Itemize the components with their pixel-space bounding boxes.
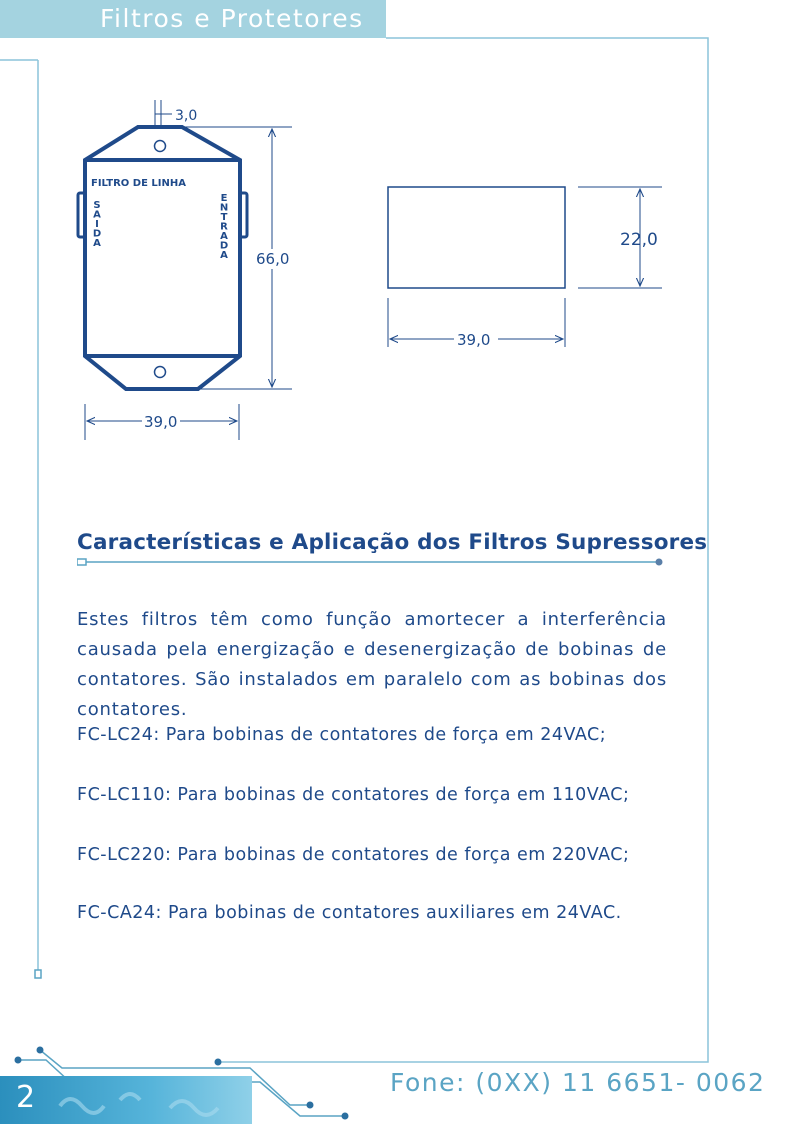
dimension-tab: 3,0 <box>175 108 198 124</box>
technical-drawing <box>0 0 794 470</box>
entrada-label: ENTRADA <box>218 193 230 260</box>
left-connector <box>78 193 85 237</box>
product-item: FC-LC24: Para bobinas de contatores de força em 24VAC; <box>77 725 607 745</box>
dimension-depth: 22,0 <box>620 230 658 250</box>
circuit-pattern <box>0 1076 252 1124</box>
footer-phone: Fone: (0XX) 11 6651- 0062 <box>390 1068 766 1097</box>
side-view-outline <box>388 187 565 288</box>
dimension-width-side: 39,0 <box>457 331 491 349</box>
product-item: FC-LC220: Para bobinas de contatores de força em 220VAC; <box>77 845 630 865</box>
page-title: Filtros e Protetores <box>100 4 364 33</box>
page-number-box <box>0 1076 252 1124</box>
product-item: FC-LC110: Para bobinas de contatores de força em 110VAC; <box>77 785 630 805</box>
filter-body-outline <box>85 127 240 389</box>
filter-title-label: FILTRO DE LINHA <box>91 178 186 189</box>
bottom-mount-hole <box>155 367 166 378</box>
right-connector <box>240 193 247 237</box>
product-item: FC-CA24: Para bobinas de contatores auxiliares em 24VAC. <box>77 903 622 923</box>
dimension-height: 66,0 <box>256 250 290 268</box>
section-heading: Características e Aplicação dos Filtros Supressores <box>77 530 708 555</box>
saida-label: SAIDA <box>91 200 103 248</box>
top-mount-hole <box>155 141 166 152</box>
heading-rule <box>77 558 667 566</box>
page-number: 2 <box>16 1080 36 1115</box>
dimension-width-front: 39,0 <box>144 413 178 431</box>
description-paragraph: Estes filtros têm como função amortecer a interferência causada pela energização e desenergização de bobinas de contatores. São instalados em paralelo com as bobinas dos contatores. <box>77 609 667 720</box>
